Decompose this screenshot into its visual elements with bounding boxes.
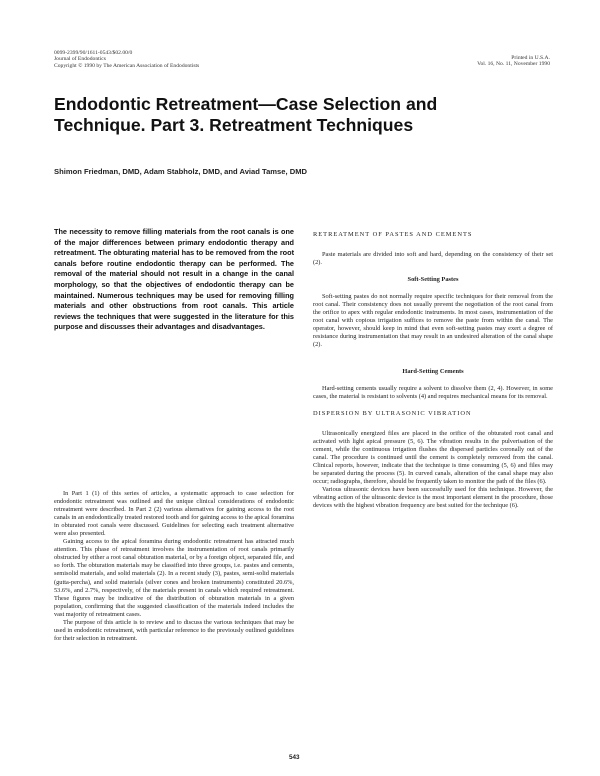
- abstract: The necessity to remove filling materials from the root canals is one of the major differences between primary endodontic therapy and retreatment. The obturating material has to be removed from the root canals before routine endodontic therapy can be performed. The removal of the material should not result in a change in the canal morphology, so that the objectives of endodontic therapy can be maintained. Numerous techniques may be used for removing filling materials and other obstructions from root canals. This article reviews the techniques that were suggested in the literature for this purpose and discusses their advantages and disadvantages.: [54, 227, 294, 332]
- page-number: 543: [289, 754, 300, 761]
- body-paragraph: Gaining access to the apical foramina during endodontic retreatment has attracted much attention. This phase of retreatment involves the instrumentation of root canals primarily obstructed by either a root canal obturation material, or by a foreign object, separated file, and so forth. The obturation materials may be classified into three groups, i.e. pastes and cements, semisolid materials, and solid materials (2). In a recent study (3), pastes, semi-solid materials (gutta-percha), and solid materials (silver cones and broken instruments) constituted 20.6%, 53.6%, and 2.7%, respectively, of the materials present in canals which required retreatment. These figures may be indicative of the distribution of obturation materials in a given population, confirming that the suggested classification of the materials indeed includes the vast majority of retreatment cases.: [54, 538, 294, 618]
- header-issn: 0099-2399/90/1611-0543/$02.00/0: [54, 50, 133, 56]
- subheading-soft-setting: Soft-Setting Pastes: [407, 276, 459, 284]
- title-line-2: Technique. Part 3. Retreatment Techniques: [54, 115, 414, 135]
- body-paragraph: Hard-setting cements usually require a solvent to dissolve them (2, 4). However, in some cases, the material is resistant to solvents (4) and requires mechanical means for its removal.: [313, 384, 553, 400]
- issue-header: [477, 55, 550, 68]
- body-paragraph: Soft-setting pastes do not normally require specific techniques for their removal from the root canal. Their consistency does not usually prevent the negotiation of the root canal from the orifice to apex with regular endodontic instruments. In most cases, instrumentation of the root canal with copious irrigation suffices to remove the paste from within the canal. The operator, however, should keep in mind that even soft-setting pastes may exert a degree of resistance during instrumentation that may result in an undesired alteration of the canal shape (2).: [313, 293, 553, 349]
- journal-header: [54, 50, 199, 69]
- body-paragraph: Ultrasonically energized files are placed in the orifice of the obturated root canal and activated with light apical pressure (5, 6). The vibration results in the pulverisation of the cement, while the continuous irrigation flushes the dispersed particles coronally out of the canal. The procedure is continued until the cement is completely removed from the canal. Clinical reports, however, indicate that the technique is time consuming (5, 6) and files may be separated during the process (5). In curved canals, alteration of the canal shape may also occur; radiographs, therefore, should be frequently taken to monitor the path of the files (6).: [313, 429, 553, 485]
- header-printed: Printed in U.S.A.: [511, 55, 550, 61]
- header-volume: Vol. 16, No. 11, November 1990: [477, 61, 550, 68]
- left-column: [54, 490, 294, 643]
- title-line-1: Endodontic Retreatment—Case Selection and: [54, 94, 438, 114]
- header-journal: Journal of Endodontics: [54, 56, 106, 63]
- header-copyright: Copyright © 1990 by The American Association of Endodontists: [54, 62, 200, 69]
- authors: Shimon Friedman, DMD, Adam Stabholz, DMD, and Aviad Tamse, DMD: [54, 167, 308, 176]
- right-column: [313, 231, 553, 510]
- body-paragraph: The purpose of this article is to review and to discuss the various techniques that may be used in endodontic retreatment, with particular reference to the previously outlined guidelines for their selection in retreatment.: [54, 618, 294, 642]
- body-paragraph: Various ultrasonic devices have been successfully used for this technique. However, the vibrating action of the ultrasonic device is the most important element in the procedure, those devices with the highest vibration frequency are best suited for the technique (6).: [313, 486, 553, 510]
- section-heading-pastes: RETREATMENT OF PASTES AND CEMENTS: [313, 231, 473, 238]
- section-heading-ultrasonic: DISPERSION BY ULTRASONIC VIBRATION: [313, 409, 472, 417]
- article-title: [54, 94, 554, 136]
- subheading-hard-setting: Hard-Setting Cements: [402, 367, 464, 375]
- body-paragraph: Paste materials are divided into soft and hard, depending on the consistency of their set (2).: [313, 251, 553, 267]
- body-paragraph: In Part 1 (1) of this series of articles, a systematic approach to case selection for endodontic retreatment was outlined and the unique clinical considerations of endodontic retreatment were described. In Part 2 (2) various alternatives for gaining access to the root canals in an endodontically treated restored tooth and for gaining access to the apical foramina in obturated root canals were discussed. Guidelines for selecting each treatment alternative were also presented.: [54, 490, 294, 538]
